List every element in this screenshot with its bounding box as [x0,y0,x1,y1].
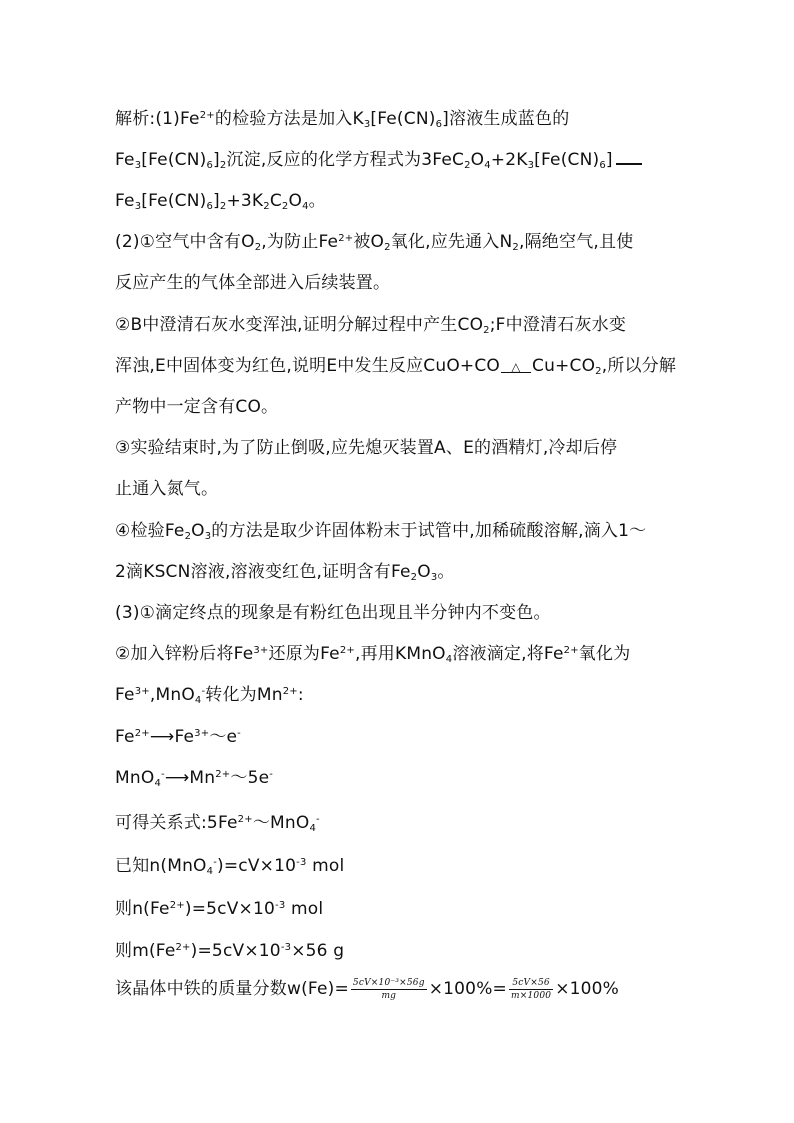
heating-condition-mark: △ [501,361,531,373]
line-2: $Fe_3[Fe(CN)_6]_2$沉淀,反应的化学方程式为$3FeC_2O_4+2K_3[Fe(CN)_6]$ [115,149,645,171]
fraction-2: $\frac{5cV\times 56}{m\times 1000}$ [511,977,552,1001]
line-16: $Fe^{2+}⟶Fe^{3+}\sim e^-$ [115,727,241,747]
fraction-1: $\frac{\text{5cV×10⁻³×56g}}{mg}$ [352,977,425,1001]
line-12: 2滴KSCN溶液,溶液变红色,证明含有$Fe_2O_3$。 [115,562,455,583]
line-17: $MnO_4^-⟶Mn^{2+}\sim 5e^-$ [115,768,274,789]
line-4: (2)①空气中含有$O_2$,为防止$Fe^{2+}$被$O_2$氧化,应先通入$N_2$,隔绝空气,且使 [115,232,634,253]
line-13: (3)①滴定终点的现象是有粉红色出现且半分钟内不变色。 [115,603,551,623]
line-9: ③实验结束时,为了防止倒吸,应先熄灭装置A、E的酒精灯,冷却后停 [115,438,618,458]
line-8: 产物中一定含有CO。 [115,397,279,417]
line-1: 解析$:(1)Fe^{2+}$的检验方法是加入$K_3[Fe(CN)_6]$溶液生成蓝色的 [115,109,570,130]
line-19: 已知$n(MnO_4^-)=cV\times 10^{-3}$ mol [115,856,345,877]
line-15: $Fe^{3+},MnO_4^-$转化为$Mn^{2+}$: [115,685,304,706]
equals-bar [616,153,642,165]
line-18: 可得关系式$:5Fe^{2+}\sim MnO_4^-$ [115,813,320,834]
line-14: ②加入锌粉后将$Fe^{3+}$还原为$Fe^{2+}$,再用KMnO$_4$溶液滴定,将$Fe^{2+}$氧化为 [115,644,631,665]
line-22: 该晶体中铁的质量分数w(Fe)= $\frac{\text{5cV×10⁻³×56g}}{mg}$ ×100%= $\frac{5cV\times 56}{m\times 1000}$ ×100% [115,977,620,1001]
line-7: 浑浊,E中固体变为红色,说明E中发生反应CuO+CO △ $Cu+CO_2$,所以分解 [115,356,677,377]
line-20: 则$n(Fe^{2+})=5cV\times 10^{-3}$ mol [115,899,324,919]
line-11: ④检验$Fe_2O_3$的方法是取少许固体粉末于试管中,加稀硫酸溶解,滴入1～ [115,521,647,542]
line-3: $Fe_3[Fe(CN)_6]_2+3K_2C_2O_4$。 [115,191,326,212]
line-6: ②B中澄清石灰水变浑浊,证明分解过程中产生$CO_2;F$中澄清石灰水变 [115,315,627,336]
line-10: 止通入氮气。 [115,479,219,499]
line-21: 则$m(Fe^{2+})=5cV\times 10^{-3}\times 56$ g [115,941,345,961]
line-5: 反应产生的气体全部进入后续装置。 [115,273,391,293]
